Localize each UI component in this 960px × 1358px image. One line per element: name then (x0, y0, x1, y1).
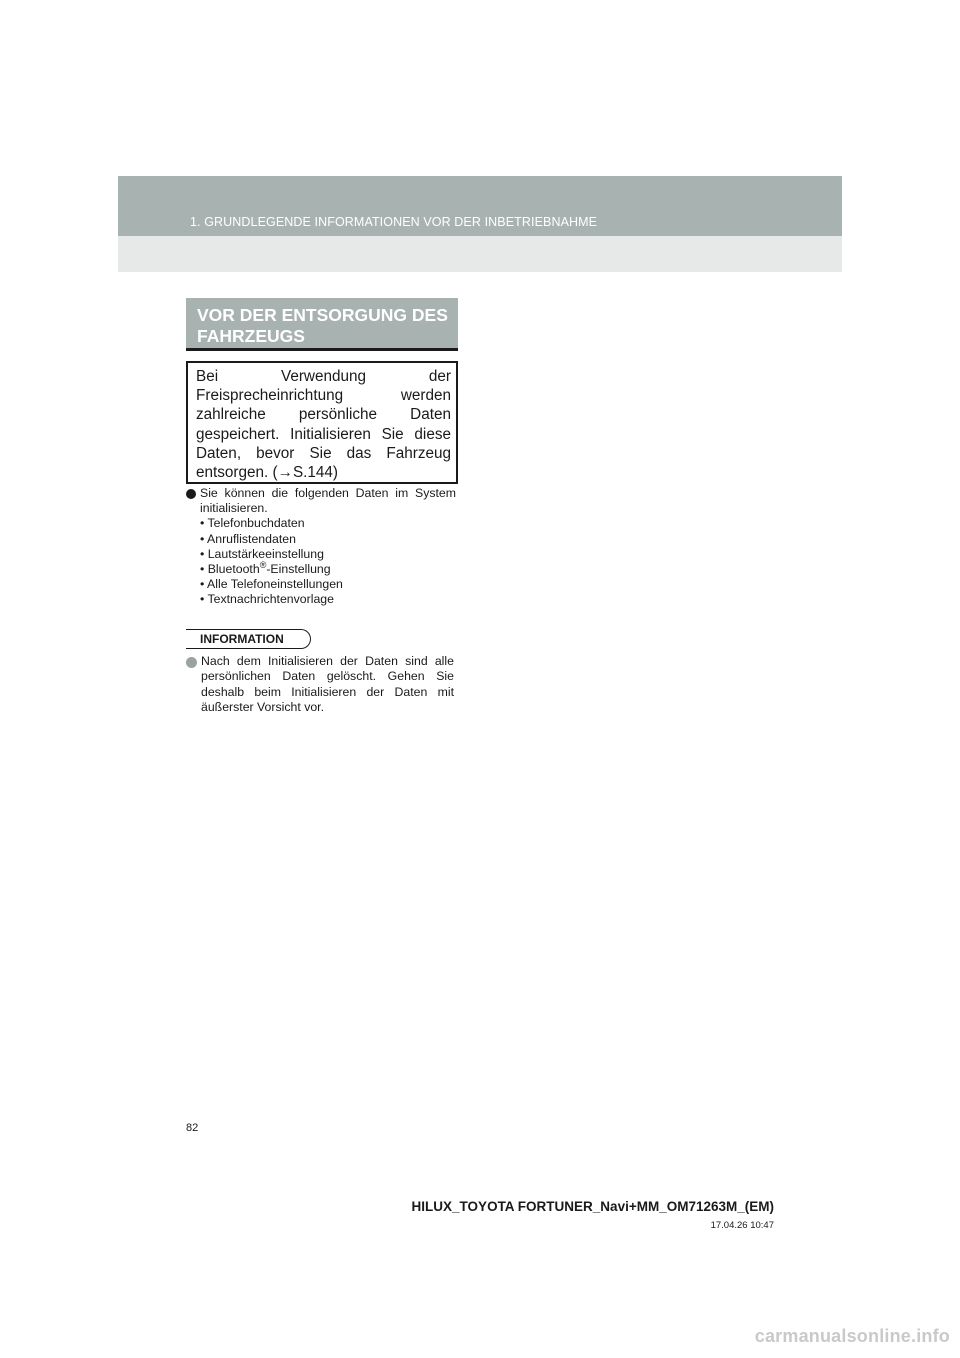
notice-body: Bei Verwendung der Freisprecheinrichtung werden zahlreiche persönliche Daten gespeichert. Initialisieren Sie diese Daten, bevor Sie das Fahrzeug entsorgen. ( (196, 368, 451, 482)
list-item-bluetooth (200, 559, 456, 577)
bullet-section (186, 486, 456, 608)
information-section (186, 654, 454, 715)
info-dot-icon (186, 657, 197, 668)
list-item: • Alle Telefoneinstellungen (200, 577, 343, 592)
reference-arrow-icon: → (277, 464, 293, 482)
info-text: Nach dem Initialisieren der Daten sind alle persönlichen Daten gelöscht. Gehen Sie deshalb beim Initialisieren der Daten mit äußerster Vorsicht vor. (201, 654, 454, 714)
section-title: VOR DER ENTSORGUNG DES FAHRZEUGS (197, 305, 448, 346)
document-id: HILUX_TOYOTA FORTUNER_Navi+MM_OM71263M_(EM) (411, 1199, 774, 1214)
watermark: carmanualsonline.info (754, 1326, 950, 1346)
bluetooth-label: • Bluetooth (200, 562, 260, 577)
chapter-header-bar (118, 176, 842, 236)
notice-close-paren: ) (332, 464, 339, 482)
registered-mark: ® (259, 559, 267, 570)
page-reference-link[interactable]: S.144 (292, 464, 333, 482)
bluetooth-suffix: -Einstellung (266, 562, 331, 577)
notice-box (186, 361, 458, 484)
document-date: 17.04.26 10:47 (710, 1220, 774, 1231)
page-number: 82 (186, 1122, 199, 1134)
bullet-item (186, 486, 456, 516)
section-heading (186, 298, 458, 351)
initializable-data-list (186, 516, 456, 607)
info-item (186, 654, 454, 715)
list-item: • Textnachrichtenvorlage (200, 592, 334, 607)
notice-text (196, 367, 451, 482)
list-item: • Anruflistendaten (200, 531, 296, 546)
list-item: • Lautstärkeeinstellung (200, 546, 324, 561)
list-item: • Telefonbuchdaten (200, 516, 305, 531)
chapter-title: 1. GRUNDLEGENDE INFORMATIONEN VOR DER INBETRIEBNAHME (190, 215, 598, 229)
chapter-header-band (118, 176, 842, 272)
information-label: INFORMATION (186, 629, 311, 649)
bullet-text: Sie können die folgenden Daten im System initialisieren. (200, 486, 456, 516)
bullet-dot-icon (186, 489, 196, 499)
